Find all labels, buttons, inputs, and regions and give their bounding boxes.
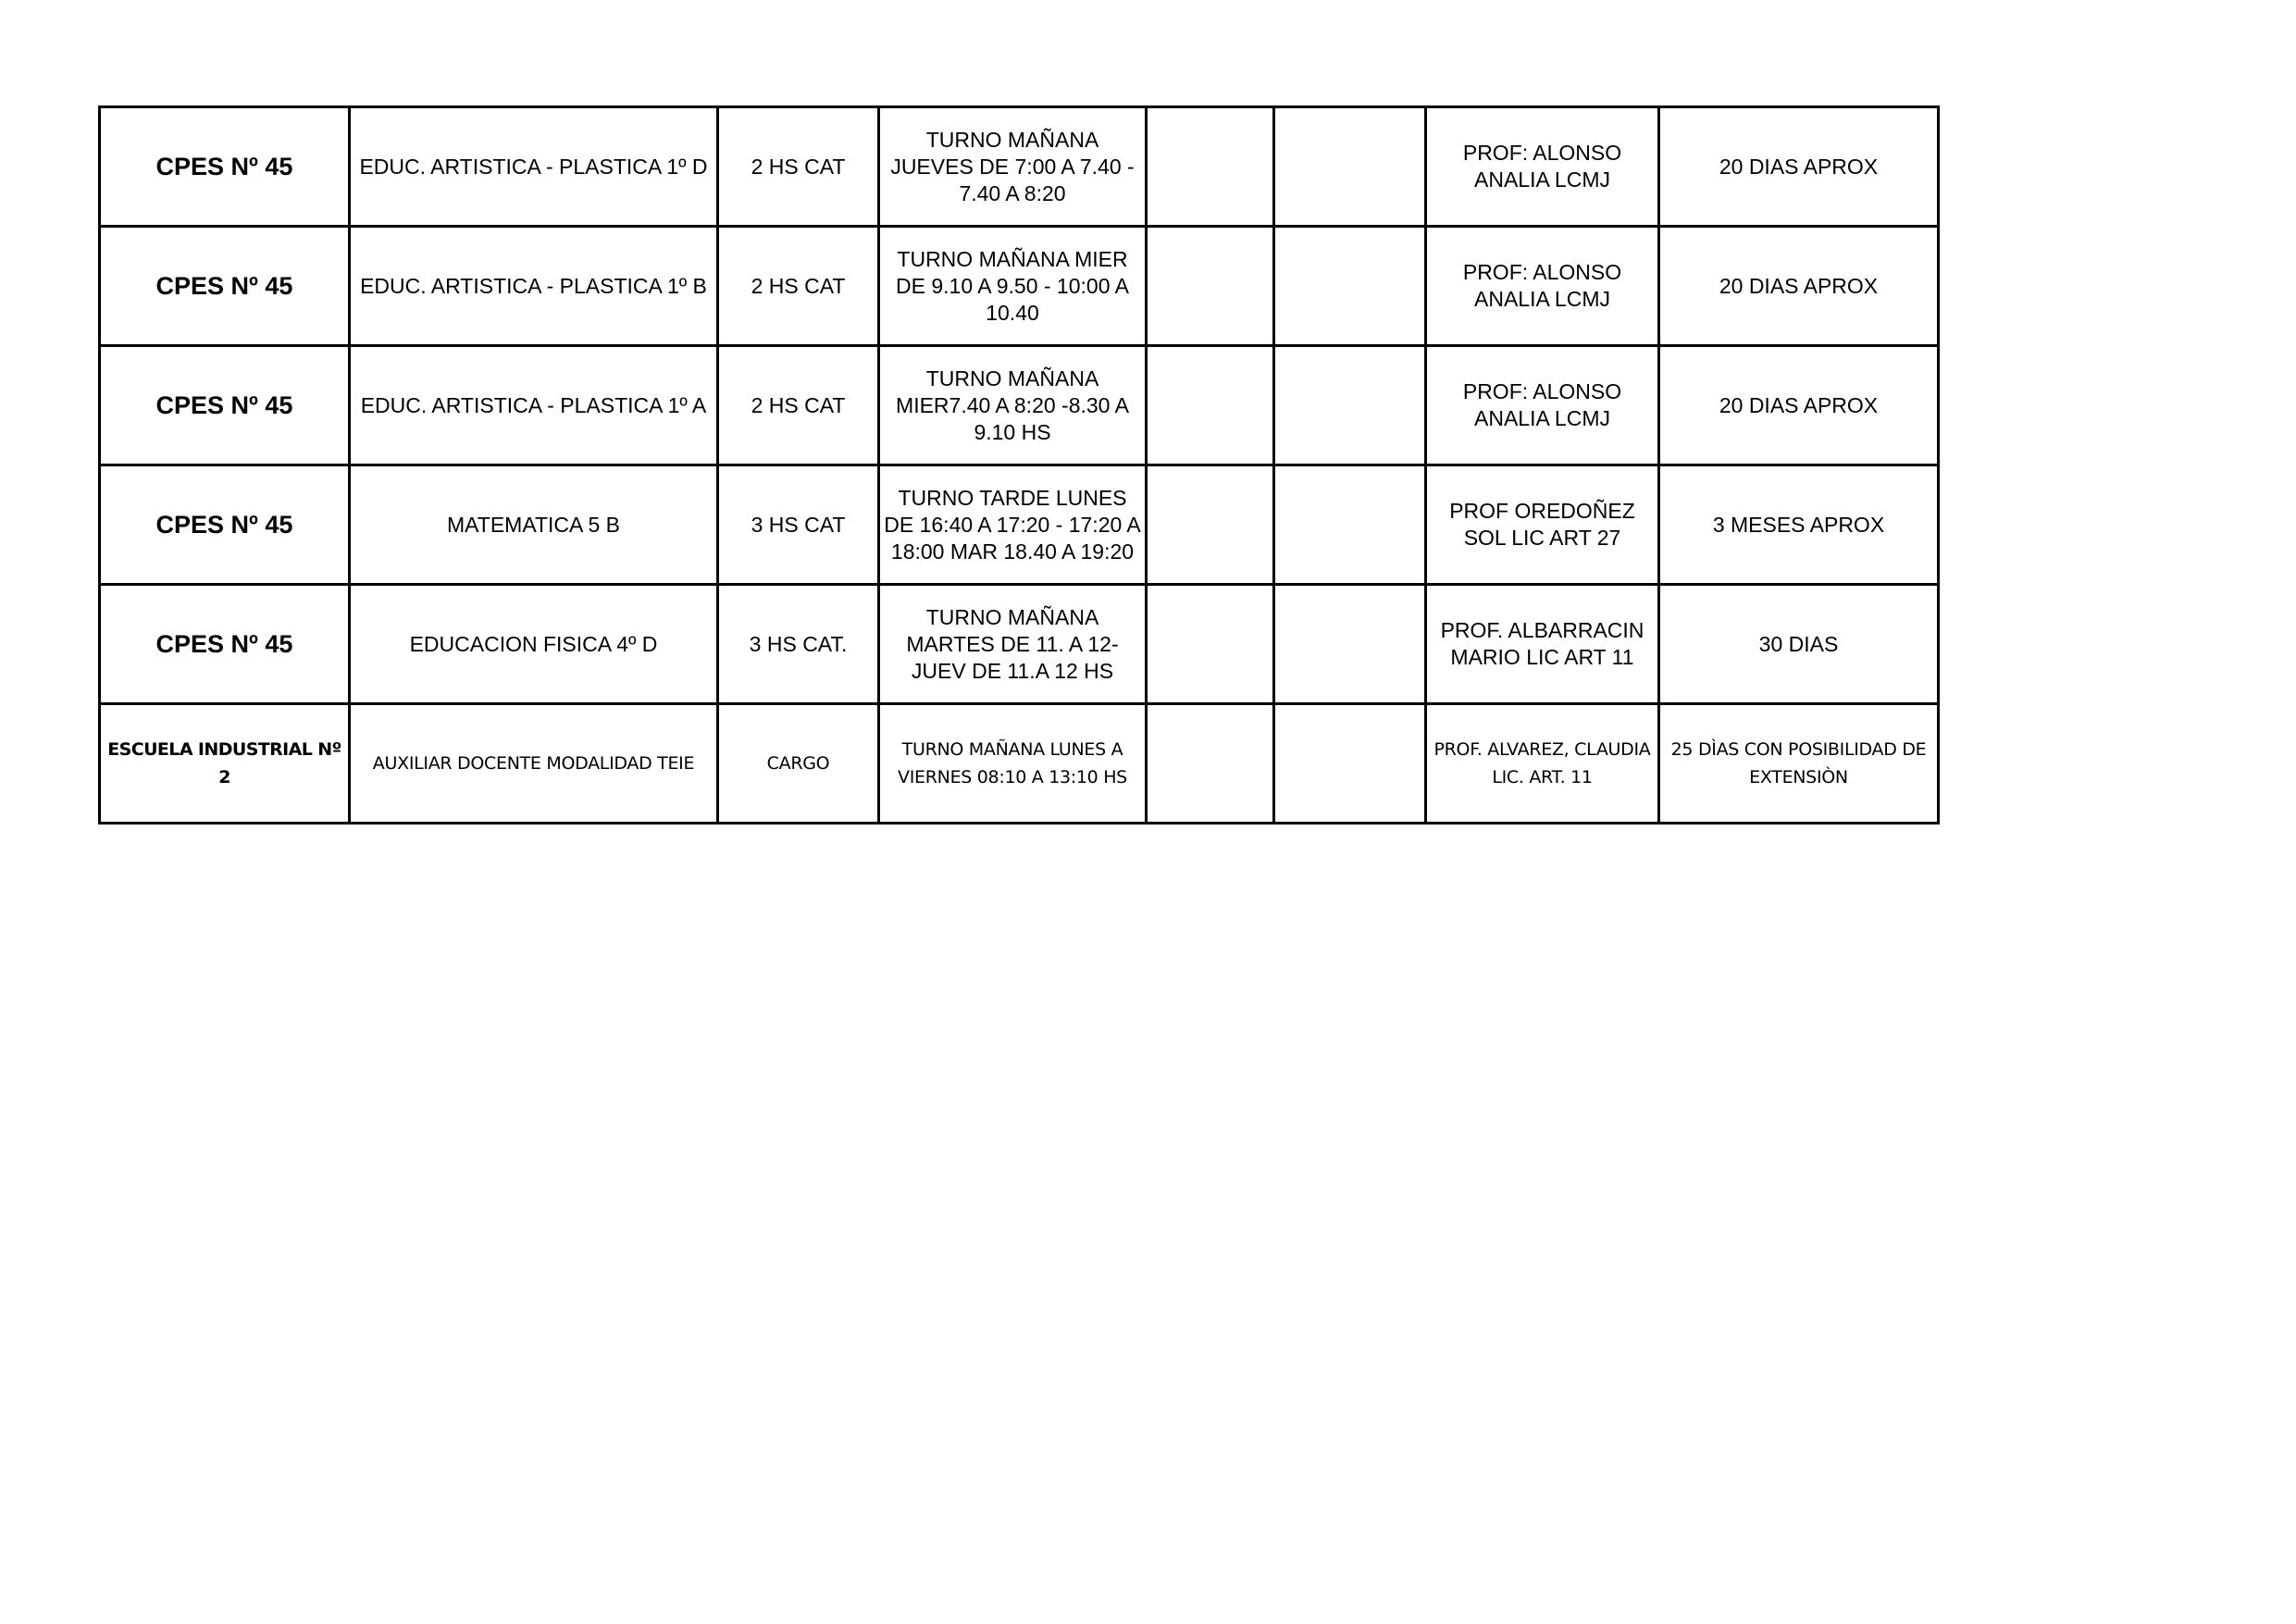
subject-cell: AUXILIAR DOCENTE MODALIDAD TEIE <box>350 704 718 824</box>
empty-cell <box>1147 585 1274 704</box>
teacher-cell: PROF: ALONSO ANALIA LCMJ <box>1426 346 1659 465</box>
school-cell: CPES Nº 45 <box>100 585 350 704</box>
table-row <box>100 704 1939 824</box>
empty-cell <box>1147 107 1274 227</box>
subject-cell: EDUC. ARTISTICA - PLASTICA 1º B <box>350 227 718 346</box>
hours-cell: CARGO <box>718 704 879 824</box>
teacher-cell: PROF. ALVAREZ, CLAUDIA LIC. ART. 11 <box>1426 704 1659 824</box>
hours-cell: 3 HS CAT. <box>718 585 879 704</box>
empty-cell <box>1147 704 1274 824</box>
duration-cell: 3 MESES APROX <box>1659 465 1939 585</box>
table-row <box>100 585 1939 704</box>
duration-cell: 30 DIAS <box>1659 585 1939 704</box>
duration-cell: 25 DÌAS CON POSIBILIDAD DE EXTENSIÒN <box>1659 704 1939 824</box>
table-row <box>100 107 1939 227</box>
schedule-cell: TURNO MAÑANA MIER7.40 A 8:20 -8.30 A 9.10 HS <box>879 346 1147 465</box>
duration-cell: 20 DIAS APROX <box>1659 107 1939 227</box>
school-cell: CPES Nº 45 <box>100 465 350 585</box>
school-cell: ESCUELA INDUSTRIAL Nº 2 <box>100 704 350 824</box>
schedule-cell: TURNO MAÑANA MIER DE 9.10 A 9.50 - 10:00 A 10.40 <box>879 227 1147 346</box>
schedule-cell: TURNO TARDE LUNES DE 16:40 A 17:20 - 17:20 A 18:00 MAR 18.40 A 19:20 <box>879 465 1147 585</box>
hours-cell: 3 HS CAT <box>718 465 879 585</box>
empty-cell <box>1274 227 1426 346</box>
empty-cell <box>1274 465 1426 585</box>
hours-cell: 2 HS CAT <box>718 346 879 465</box>
teacher-cell: PROF OREDOÑEZ SOL LIC ART 27 <box>1426 465 1659 585</box>
table-row <box>100 346 1939 465</box>
teacher-cell: PROF: ALONSO ANALIA LCMJ <box>1426 107 1659 227</box>
subject-cell: MATEMATICA 5 B <box>350 465 718 585</box>
school-cell: CPES Nº 45 <box>100 227 350 346</box>
hours-cell: 2 HS CAT <box>718 107 879 227</box>
school-cell: CPES Nº 45 <box>100 107 350 227</box>
empty-cell <box>1147 227 1274 346</box>
empty-cell <box>1274 585 1426 704</box>
teacher-cell: PROF: ALONSO ANALIA LCMJ <box>1426 227 1659 346</box>
teacher-cell: PROF. ALBARRACIN MARIO LIC ART 11 <box>1426 585 1659 704</box>
hours-cell: 2 HS CAT <box>718 227 879 346</box>
empty-cell <box>1147 346 1274 465</box>
schedule-cell: TURNO MAÑANA LUNES A VIERNES 08:10 A 13:10 HS <box>879 704 1147 824</box>
empty-cell <box>1274 704 1426 824</box>
subject-cell: EDUCACION FISICA 4º D <box>350 585 718 704</box>
subject-cell: EDUC. ARTISTICA - PLASTICA 1º D <box>350 107 718 227</box>
empty-cell <box>1147 465 1274 585</box>
duration-cell: 20 DIAS APROX <box>1659 227 1939 346</box>
empty-cell <box>1274 107 1426 227</box>
empty-cell <box>1274 346 1426 465</box>
subject-cell: EDUC. ARTISTICA - PLASTICA 1º A <box>350 346 718 465</box>
school-cell: CPES Nº 45 <box>100 346 350 465</box>
schedule-cell: TURNO MAÑANA JUEVES DE 7:00 A 7.40 - 7.40 A 8:20 <box>879 107 1147 227</box>
schedule-cell: TURNO MAÑANA MARTES DE 11. A 12- JUEV DE 11.A 12 HS <box>879 585 1147 704</box>
table-row <box>100 227 1939 346</box>
duration-cell: 20 DIAS APROX <box>1659 346 1939 465</box>
vacancies-table <box>98 105 1940 824</box>
table-row <box>100 465 1939 585</box>
